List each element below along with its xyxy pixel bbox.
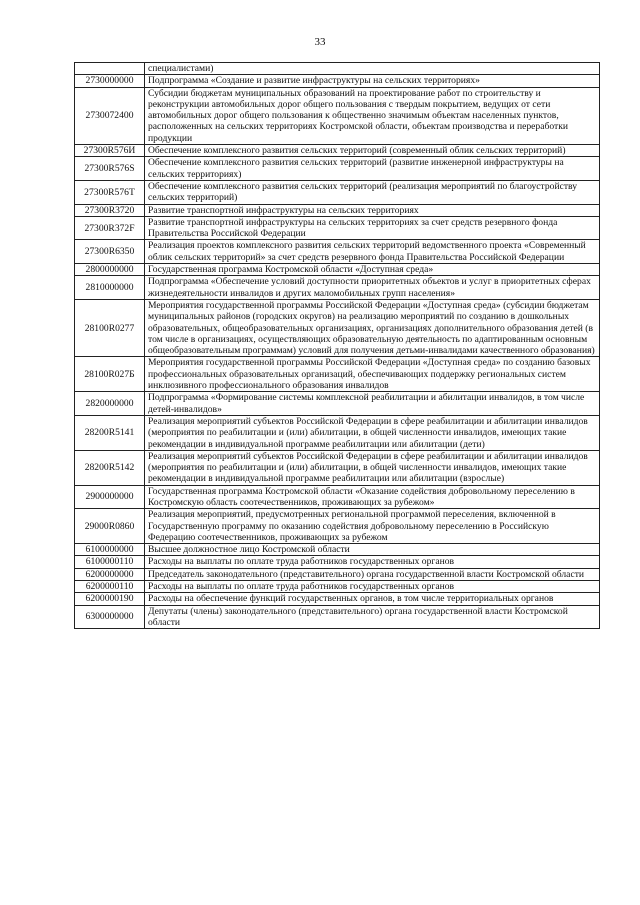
row-code: 28200R5142 bbox=[75, 450, 145, 485]
row-description: Высшее должностное лицо Костромской области bbox=[145, 544, 600, 556]
row-code: 27300R576И bbox=[75, 145, 145, 157]
row-description: Расходы на выплаты по оплате труда работников государственных органов bbox=[145, 581, 600, 593]
table-row bbox=[75, 299, 600, 356]
row-description: Депутаты (члены) законодательного (представительного) органа государственной власти Костромской области bbox=[145, 605, 600, 629]
row-code: 2810000000 bbox=[75, 276, 145, 300]
row-code: 6200000110 bbox=[75, 581, 145, 593]
table-row bbox=[75, 392, 600, 416]
row-description: Обеспечение комплексного развития сельских территорий (развитие инженерной инфраструктуры на сельских территориях) bbox=[145, 157, 600, 181]
row-description: Мероприятия государственной программы Российской Федерации «Доступная среда» (субсидии бюджетам муниципальных районов (городских округов) на реализацию мероприятий по созданию в дошкольных образовательных, общеобразовательных организациях, организациях дополнительного образования детей (в том числе в организациях, осуществляющих образовательную деятельность по адаптированным основным общеобразовательным программам) условий для получения детьми-инвалидами качественного образования) bbox=[145, 299, 600, 356]
table-row bbox=[75, 556, 600, 568]
row-description: Развитие транспортной инфраструктуры на сельских территориях за счет средств резервного фонда Правительства Российской Федерации bbox=[145, 216, 600, 240]
row-code: 2730000000 bbox=[75, 75, 145, 87]
row-code: 27300R576T bbox=[75, 180, 145, 204]
table-row bbox=[75, 157, 600, 181]
row-code: 6100000000 bbox=[75, 544, 145, 556]
row-description: Развитие транспортной инфраструктуры на сельских территориях bbox=[145, 204, 600, 216]
row-description: специалистами) bbox=[145, 63, 600, 75]
row-code: 28100R0277 bbox=[75, 299, 145, 356]
row-description: Государственная программа Костромской области «Оказание содействия добровольному переселению в Костромскую область соотечественников, проживающих за рубежом» bbox=[145, 485, 600, 509]
row-code: 27300R6350 bbox=[75, 240, 145, 264]
row-code: 2820000000 bbox=[75, 392, 145, 416]
table-body bbox=[75, 63, 600, 629]
table-row bbox=[75, 357, 600, 392]
table-row bbox=[75, 63, 600, 75]
row-code: 6200000000 bbox=[75, 568, 145, 580]
table-row bbox=[75, 544, 600, 556]
row-description: Реализация проектов комплексного развития сельских территорий ведомственного проекта «Современный облик сельских территорий» за счет средств резервного фонда Правительства Российской Федерации bbox=[145, 240, 600, 264]
table-row bbox=[75, 204, 600, 216]
row-description: Реализация мероприятий, предусмотренных региональной программой переселения, включенной в Государственную программу по оказанию содействия добровольному переселению в Российскую Федерацию соотечественников, проживающих за рубежом bbox=[145, 509, 600, 544]
row-description: Расходы на выплаты по оплате труда работников государственных органов bbox=[145, 556, 600, 568]
row-code: 2900000000 bbox=[75, 485, 145, 509]
row-description: Обеспечение комплексного развития сельских территорий (реализация мероприятий по благоустройству сельских территорий) bbox=[145, 180, 600, 204]
table-row bbox=[75, 605, 600, 629]
table-row bbox=[75, 485, 600, 509]
row-description: Реализация мероприятий субъектов Российской Федерации в сфере реабилитации и абилитации инвалидов (мероприятия по реабилитации и (или) абилитации, в общей численности инвалидов, имеющих такие рекомендации в индивидуальной программе реабилитации или абилитации (дети) bbox=[145, 415, 600, 450]
budget-codes-table bbox=[74, 62, 600, 629]
row-description: Государственная программа Костромской области «Доступная среда» bbox=[145, 264, 600, 276]
table-row bbox=[75, 240, 600, 264]
row-description: Обеспечение комплексного развития сельских территорий (современный облик сельских территорий) bbox=[145, 145, 600, 157]
row-description: Подпрограмма «Обеспечение условий доступности приоритетных объектов и услуг в приоритетных сферах жизнедеятельности инвалидов и других маломобильных групп населения» bbox=[145, 276, 600, 300]
row-code: 28200R5141 bbox=[75, 415, 145, 450]
row-description: Расходы на обеспечение функций государственных органов, в том числе территориальных органов bbox=[145, 593, 600, 605]
row-description: Подпрограмма «Формирование системы комплексной реабилитации и абилитации инвалидов, в том числе детей-инвалидов» bbox=[145, 392, 600, 416]
table-row bbox=[75, 216, 600, 240]
row-code: 27300R372F bbox=[75, 216, 145, 240]
table-row bbox=[75, 509, 600, 544]
row-code: 29000R0860 bbox=[75, 509, 145, 544]
row-description: Председатель законодательного (представительного) органа государственной власти Костромской области bbox=[145, 568, 600, 580]
table-row bbox=[75, 87, 600, 144]
table-row bbox=[75, 593, 600, 605]
page-number: 33 bbox=[314, 36, 326, 48]
row-code: 27300R3720 bbox=[75, 204, 145, 216]
row-code: 6200000190 bbox=[75, 593, 145, 605]
row-description: Реализация мероприятий субъектов Российской Федерации в сфере реабилитации и абилитации инвалидов (мероприятия по реабилитации и (или) абилитации, в общей численности инвалидов, имеющих такие рекомендации в индивидуальной программе реабилитации или абилитации (взрослые) bbox=[145, 450, 600, 485]
row-code: 27300R576S bbox=[75, 157, 145, 181]
row-code: 2800000000 bbox=[75, 264, 145, 276]
table-row bbox=[75, 180, 600, 204]
row-code bbox=[75, 63, 145, 75]
row-description: Мероприятия государственной программы Российской Федерации «Доступная среда» по созданию базовых профессиональных образовательных организаций, обеспечивающих поддержку региональных систем инклюзивного профессионального образования инвалидов bbox=[145, 357, 600, 392]
row-code: 2730072400 bbox=[75, 87, 145, 144]
row-description: Субсидии бюджетам муниципальных образований на проектирование работ по строительству и реконструкции автомобильных дорог общего пользования с твердым покрытием, ведущих от сети автомобильных дорог общего пользования к общественно значимым объектам населенных пунктов, расположенных на сельских территориях Костромской области, объектам производства и переработки продукции bbox=[145, 87, 600, 144]
row-code: 6100000110 bbox=[75, 556, 145, 568]
table-row bbox=[75, 276, 600, 300]
table-row bbox=[75, 145, 600, 157]
table-row bbox=[75, 450, 600, 485]
row-description: Подпрограмма «Создание и развитие инфраструктуры на сельских территориях» bbox=[145, 75, 600, 87]
row-code: 28100R027Б bbox=[75, 357, 145, 392]
table-row bbox=[75, 264, 600, 276]
table-row bbox=[75, 75, 600, 87]
row-code: 6300000000 bbox=[75, 605, 145, 629]
table-row bbox=[75, 415, 600, 450]
table-row bbox=[75, 568, 600, 580]
table-row bbox=[75, 581, 600, 593]
